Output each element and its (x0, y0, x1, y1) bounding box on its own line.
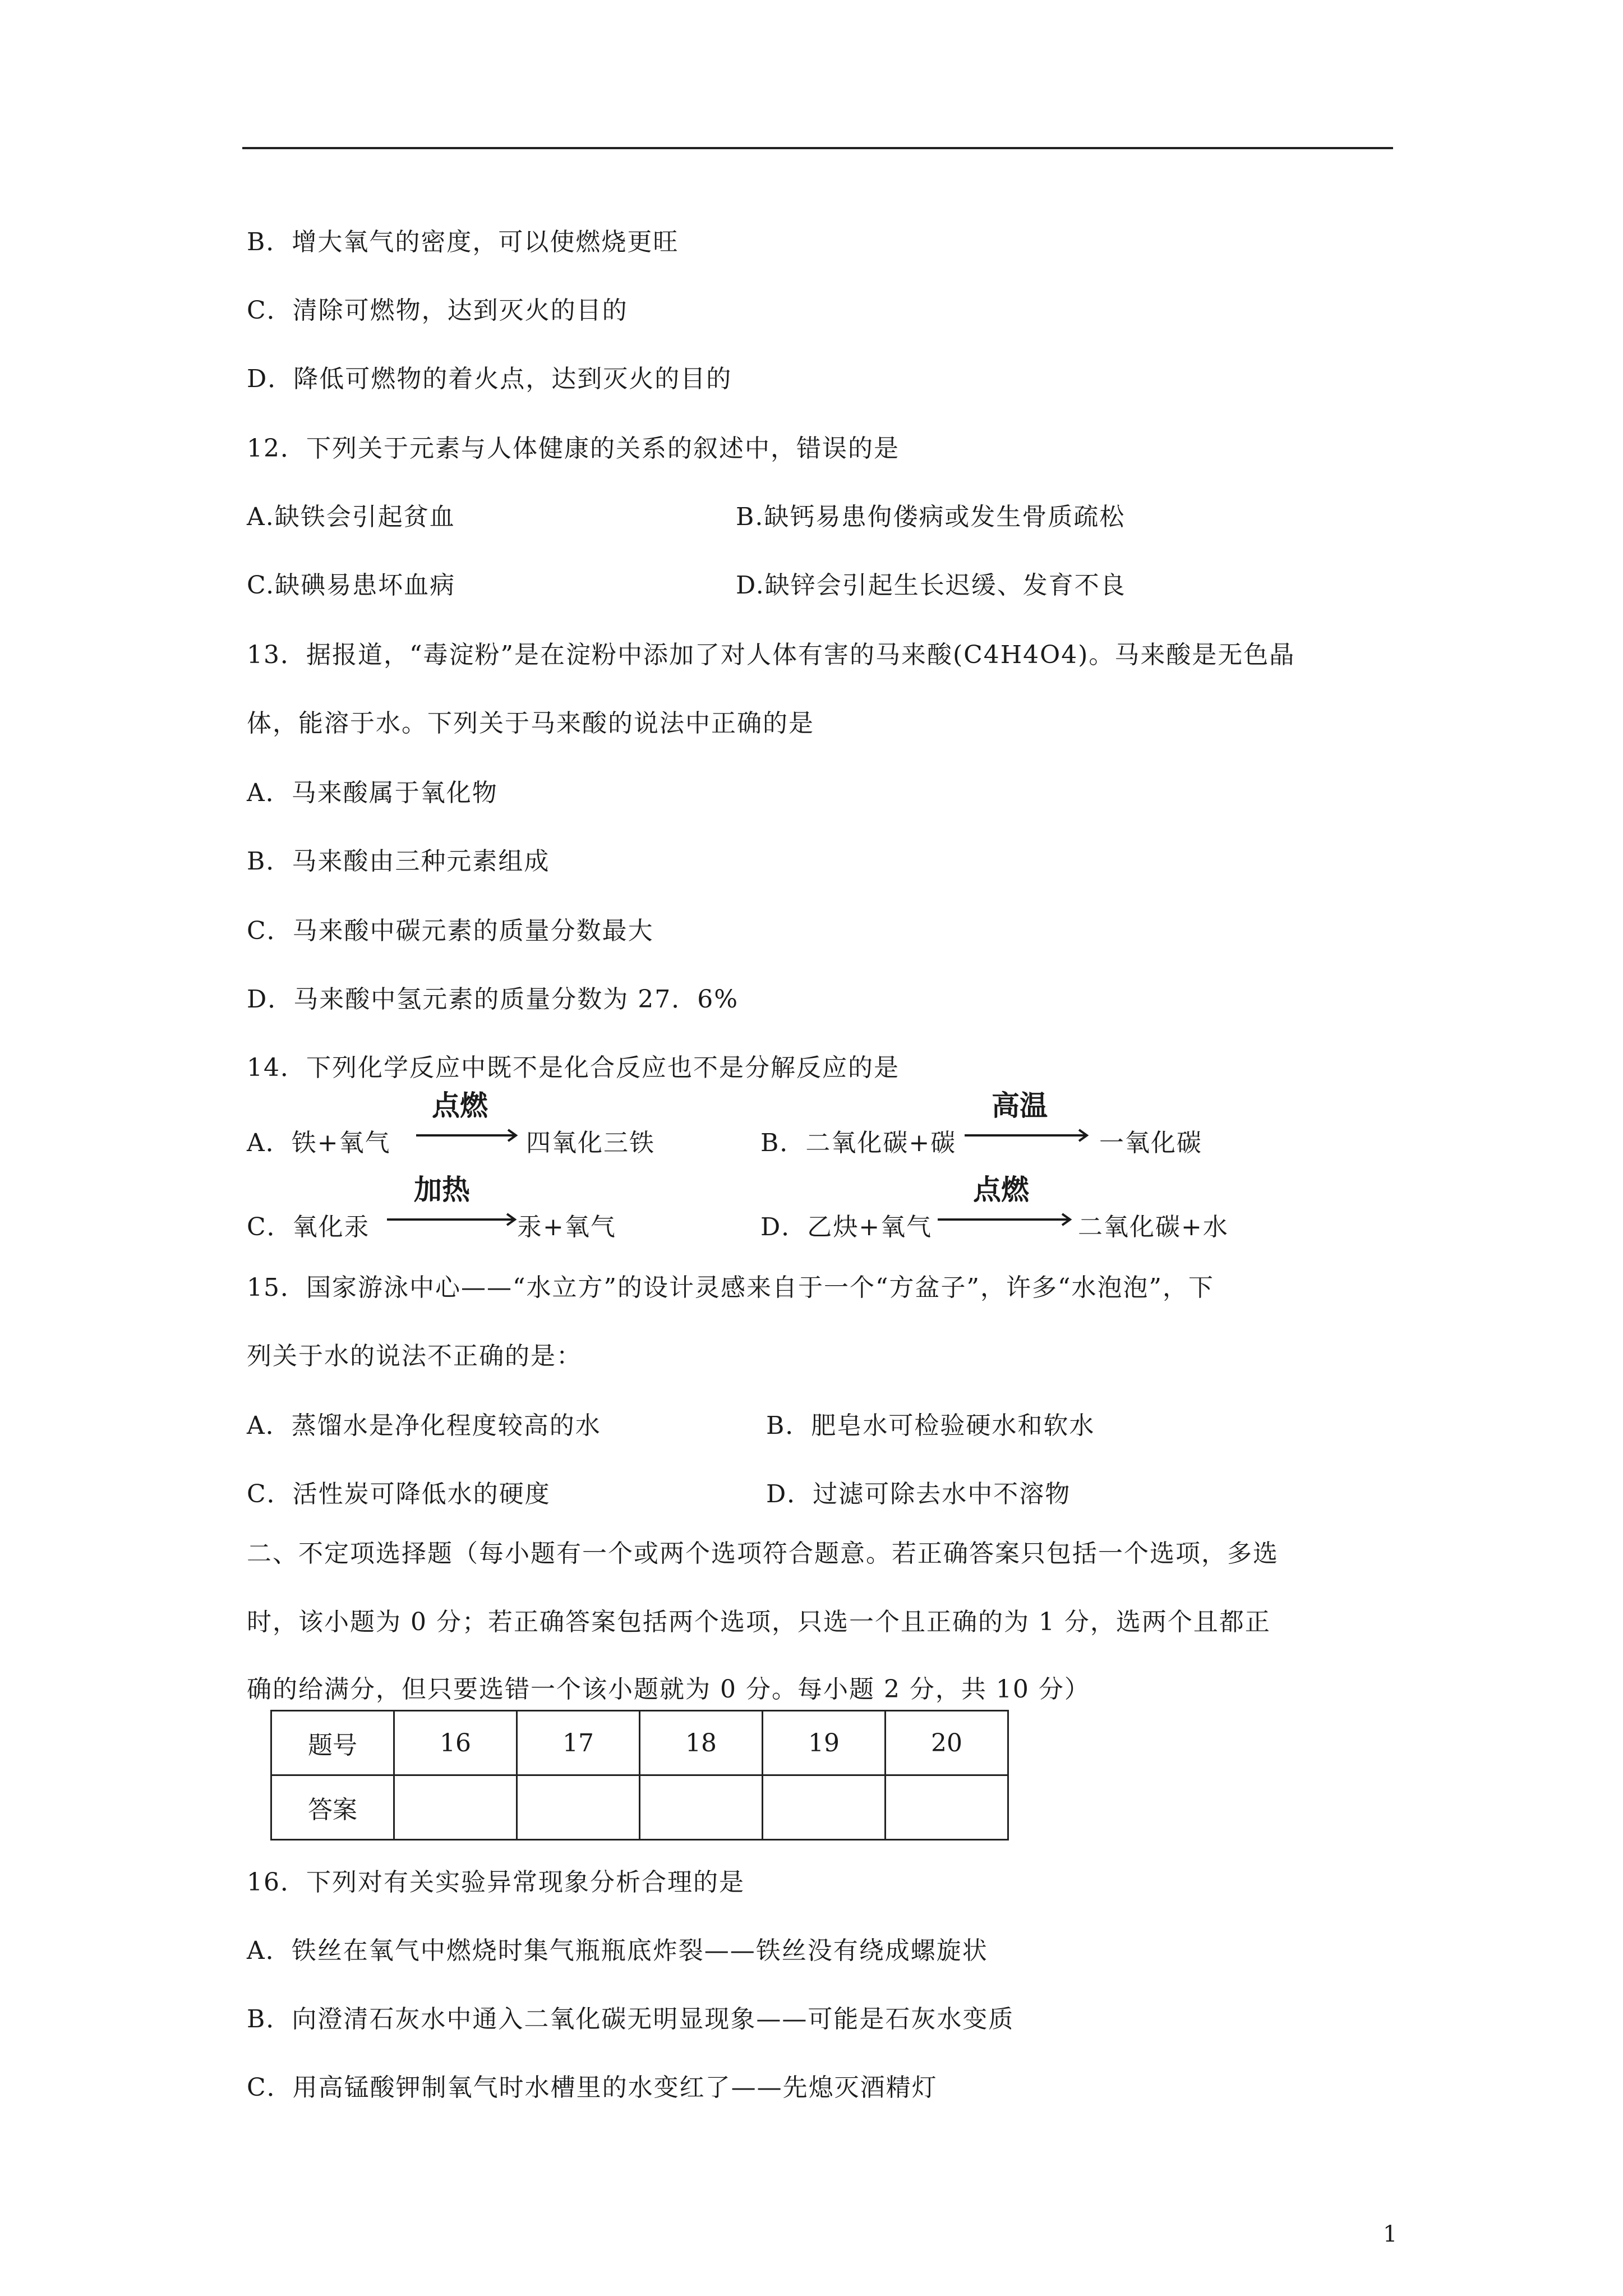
q14-option-d-arrow (937, 1176, 1082, 1232)
q13-option-d: D．马来酸中氢元素的质量分数为 27．6% (247, 985, 739, 1014)
reaction-arrow-icon (937, 1176, 1082, 1232)
q12-option-d: D.缺锌会引起生长迟缓、发育不良 (736, 571, 1126, 600)
answer-cell-17[interactable] (517, 1775, 640, 1840)
answer-table-header-row (271, 1711, 1008, 1775)
answer-table-header-cell: 19 (763, 1711, 886, 1775)
q15-option-a: A．蒸馏水是净化程度较高的水 (247, 1411, 601, 1440)
q16-stem: 16．下列对有关实验异常现象分析合理的是 (247, 1868, 745, 1897)
q13-option-b: B．马来酸由三种元素组成 (247, 847, 550, 876)
q16-option-b: B．向澄清石灰水中通入二氧化碳无明显现象——可能是石灰水变质 (247, 2005, 1015, 2033)
q14-option-c-lhs: C．氧化汞 (247, 1213, 370, 1241)
q14-option-a-condition: 点燃 (432, 1089, 488, 1122)
section2-instructions-line1: 二、不定项选择题（每小题有一个或两个选项符合题意。若正确答案只包括一个选项，多选 (247, 1539, 1279, 1568)
answer-table-header-cell: 16 (394, 1711, 517, 1775)
q11-option-c: C．清除可燃物，达到灭火的目的 (247, 296, 628, 325)
answer-table-header-cell: 17 (517, 1711, 640, 1775)
q12-stem: 12．下列关于元素与人体健康的关系的叙述中，错误的是 (247, 434, 900, 463)
q15-option-d: D．过滤可除去水中不溶物 (766, 1480, 1071, 1508)
q14-option-c-condition: 加热 (414, 1174, 470, 1206)
q13-stem-line2: 体，能溶于水。下列关于马来酸的说法中正确的是 (247, 709, 814, 738)
answer-table-header-cell: 题号 (271, 1711, 394, 1775)
answer-cell-18[interactable] (640, 1775, 763, 1840)
q14-option-a-rhs: 四氧化三铁 (526, 1129, 655, 1157)
q14-option-c-arrow (386, 1176, 520, 1232)
q13-stem-line1: 13．据报道，“毒淀粉”是在淀粉中添加了对人体有害的马来酸(C4H4O4)。马来酸是无色晶 (247, 641, 1295, 669)
answer-cell-16[interactable] (394, 1775, 517, 1840)
q16-option-c: C．用高锰酸钾制氧气时水槽里的水变红了——先熄灭酒精灯 (247, 2073, 938, 2102)
q14-option-a-lhs: A．铁+氧气 (247, 1129, 391, 1157)
q16-option-a: A．铁丝在氧气中燃烧时集气瓶瓶底炸裂——铁丝没有绕成螺旋状 (247, 1936, 988, 1965)
q15-stem-line1: 15．国家游泳中心——“水立方”的设计灵感来自于一个“方盆子”，许多“水泡泡”，下 (247, 1273, 1214, 1302)
q14-option-b-arrow (963, 1089, 1098, 1148)
q15-option-c: C．活性炭可降低水的硬度 (247, 1480, 551, 1508)
q14-stem: 14．下列化学反应中既不是化合反应也不是分解反应的是 (247, 1053, 900, 1082)
q11-option-b: B．增大氧气的密度，可以使燃烧更旺 (247, 228, 679, 256)
reaction-arrow-icon (963, 1089, 1098, 1148)
q14-option-b-lhs: B．二氧化碳+碳 (760, 1129, 957, 1157)
q12-option-c: C.缺碘易患坏血病 (247, 571, 456, 600)
reaction-arrow-icon (386, 1176, 520, 1232)
q14-option-a-arrow (415, 1089, 527, 1148)
answer-table-header-cell: 20 (886, 1711, 1008, 1775)
q12-option-b: B.缺钙易患佝偻病或发生骨质疏松 (736, 503, 1126, 531)
section2-instructions-line2: 时，该小题为 0 分；若正确答案包括两个选项，只选一个且正确的为 1 分，选两个且都正 (247, 1608, 1271, 1636)
section2-instructions-line3: 确的给满分，但只要选错一个该小题就为 0 分。每小题 2 分，共 10 分） (247, 1675, 1090, 1704)
answer-table-answer-row (271, 1775, 1008, 1840)
q11-option-d: D．降低可燃物的着火点，达到灭火的目的 (247, 365, 732, 393)
q15-option-b: B．肥皂水可检验硬水和软水 (766, 1411, 1095, 1440)
q14-option-d-lhs: D．乙炔+氧气 (760, 1213, 933, 1241)
q14-option-d-condition: 点燃 (973, 1174, 1029, 1206)
answer-cell-19[interactable] (763, 1775, 886, 1840)
answer-table (270, 1710, 1009, 1841)
reaction-arrow-icon (415, 1089, 527, 1148)
q12-option-a: A.缺铁会引起贫血 (247, 503, 455, 531)
q13-option-a: A．马来酸属于氧化物 (247, 779, 498, 807)
answer-cell-20[interactable] (886, 1775, 1008, 1840)
answer-table-header-cell: 18 (640, 1711, 763, 1775)
q14-option-b-rhs: 一氧化碳 (1099, 1129, 1202, 1157)
q13-option-c: C．马来酸中碳元素的质量分数最大 (247, 917, 654, 945)
q15-stem-line2: 列关于水的说法不正确的是： (247, 1342, 582, 1370)
q14-option-c-rhs: 汞+氧气 (517, 1213, 616, 1241)
header-rule (242, 147, 1393, 149)
q14-option-d-rhs: 二氧化碳+水 (1078, 1213, 1229, 1241)
page-number: 1 (1383, 2221, 1398, 2247)
q14-option-b-condition: 高温 (992, 1089, 1048, 1122)
answer-table-row-label: 答案 (271, 1775, 394, 1840)
